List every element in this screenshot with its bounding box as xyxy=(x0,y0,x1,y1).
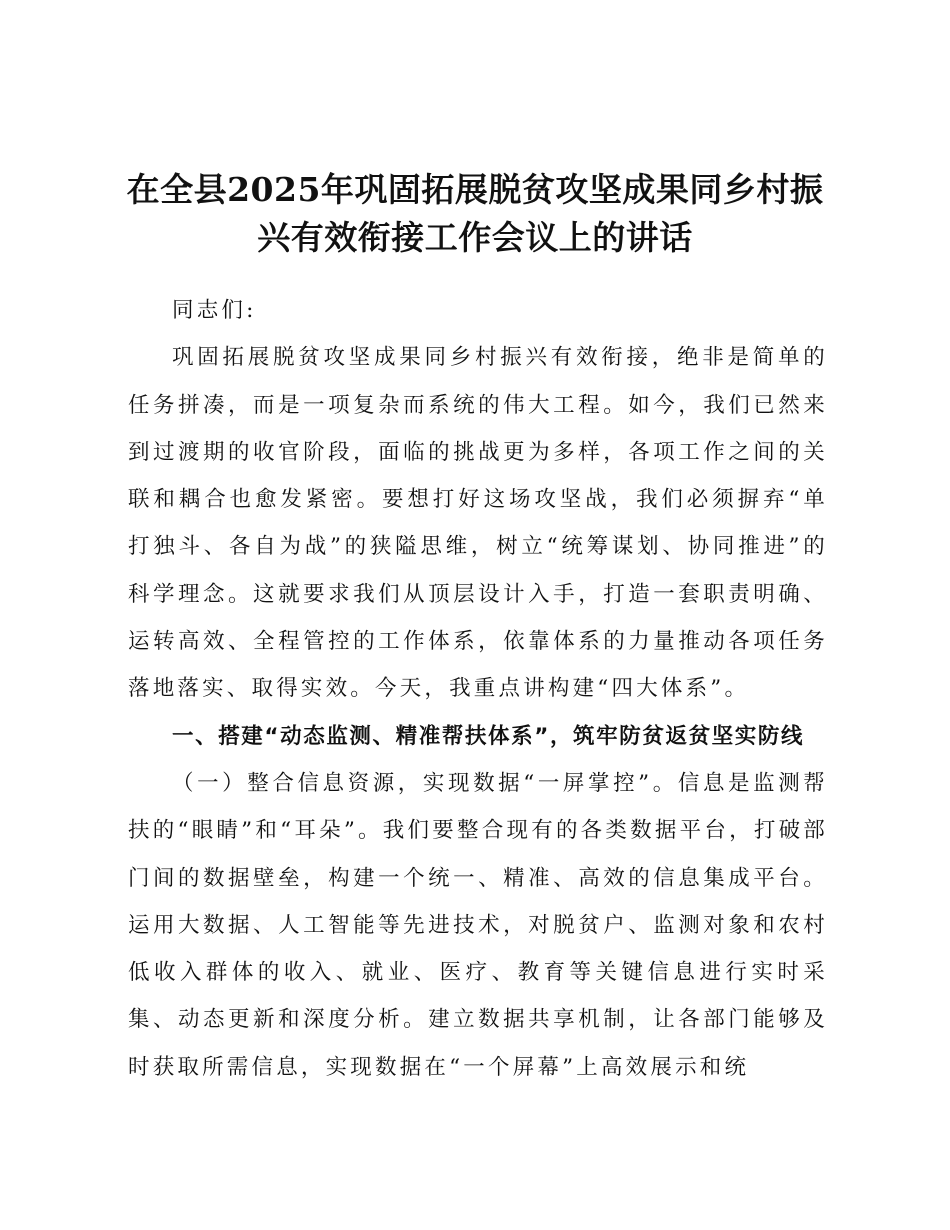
document-title-line-2: 兴有效衔接工作会议上的讲话 xyxy=(257,218,693,257)
document-body xyxy=(128,287,828,1091)
salutation: 同志们: xyxy=(172,298,257,323)
document-title-line-1: 在全县2025年巩固拓展脱贫攻坚成果同乡村振 xyxy=(126,170,824,209)
intro-paragraph: 巩固拓展脱贫攻坚成果同乡村振兴有效衔接，绝非是简单的任务拼凑，而是一项复杂而系统的伟大工程。如今，我们已然来到过渡期的收官阶段，面临的挑战更为多样，各项工作之间的关联和耦合也愈发紧密。要想打好这场攻坚战，我们必须摒弃“单打独斗、各自为战”的狭隘思维，树立“统筹谋划、协同推进”的科学理念。这就要求我们从顶层设计入手，打造一套职责明确、运转高效、全程管控的工作体系，依靠体系的力量推动各项任务落地落实、取得实效。今天，我重点讲构建“四大体系”。 xyxy=(128,345,828,702)
section-1-heading: 一、搭建“动态监测、精准帮扶体系”，筑牢防贫返贫坚实防线 xyxy=(172,723,805,749)
subsection-1-paragraph: （一）整合信息资源，实现数据“一屏掌控”。信息是监测帮扶的“眼睛”和“耳朵”。我们要整合现有的各类数据平台，打破部门间的数据壁垒，构建一个统一、精准、高效的信息集成平台。运用大数据、人工智能等先进技术，对脱贫户、监测对象和农村低收入群体的收入、就业、医疗、教育等关键信息进行实时采集、动态更新和深度分析。建立数据共享机制，让各部门能够及时获取所需信息，实现数据在“一个屏幕”上高效展示和统 xyxy=(128,770,828,1080)
